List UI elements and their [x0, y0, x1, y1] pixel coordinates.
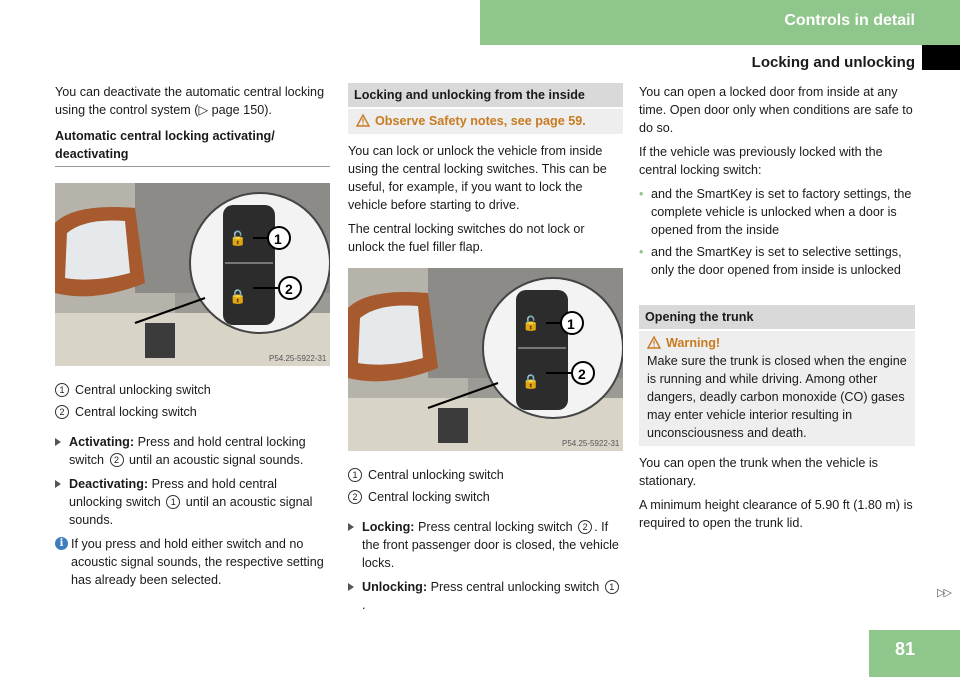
section-heading: Locking and unlocking from the inside [348, 83, 623, 107]
legend-item: 2 Central locking switch [348, 488, 623, 506]
bullet-item: • and the SmartKey is set to factory settings, the complete vehicle is unlocked when a door is opened from the inside [639, 185, 915, 239]
warning-text: Make sure the trunk is closed when the engine is running and while driving. Among other dangers, deadly carbon monoxide (CO) gases may enter vehicle interior resulting in unconsciousness and death. [647, 354, 907, 440]
photo-legend [348, 466, 623, 506]
svg-text:🔓: 🔓 [229, 231, 247, 247]
section-tab [480, 0, 960, 45]
arrow-icon [55, 438, 61, 446]
page-number-tab [869, 630, 960, 677]
svg-text:2: 2 [578, 366, 586, 382]
column-3 [639, 83, 915, 538]
svg-text:1: 1 [274, 231, 282, 247]
continue-icon: ▷▷ [937, 587, 950, 599]
instruction-step: Activating: Press and hold central locking switch 2 until an acoustic signal sounds. [55, 433, 330, 469]
info-note: i If you press and hold either switch and no acoustic signal sounds, the respective setting has already been selected. [55, 535, 330, 589]
svg-text:🔒: 🔒 [229, 289, 247, 305]
door-switch-photo [55, 183, 330, 366]
photo-legend [55, 381, 330, 421]
legend-item: 2 Central locking switch [55, 403, 330, 421]
info-icon: i [55, 537, 68, 550]
body-text: You can lock or unlock the vehicle from inside using the central locking switches. This can be useful, for example, if you want to lock the vehicle before starting to drive. [348, 144, 607, 212]
arrow-icon [55, 480, 61, 488]
body-text: You can open the trunk when the vehicle is stationary. [639, 456, 878, 488]
safety-notice: Observe Safety notes, see page 59. [348, 109, 623, 134]
warning-notice: Warning! Make sure the trunk is closed when the engine is running and while driving. Among other dangers, deadly carbon monoxide (CO) gases may enter vehicle interior resulting in unconsciousness and death. [639, 331, 915, 446]
page-number: 81 [894, 639, 915, 659]
section-title: Controls in detail [784, 12, 915, 29]
body-text: If the vehicle was previously locked with the central locking switch: [639, 145, 883, 177]
door-switch-photo [348, 268, 623, 451]
topic-title: Locking and unlocking [751, 54, 915, 71]
section-heading: Automatic central locking activating/ deactivating [55, 129, 275, 161]
legend-item: 1 Central unlocking switch [348, 466, 623, 484]
warning-icon [647, 336, 661, 349]
legend-item: 1 Central unlocking switch [55, 381, 330, 399]
body-text: The central locking switches do not lock or unlock the fuel filler flap. [348, 222, 585, 254]
heading-rule [55, 166, 330, 167]
photo-code: P54.25-5922-31 [562, 439, 620, 448]
arrow-icon [348, 583, 354, 591]
column-1 [55, 83, 330, 589]
intro-text: You can deactivate the automatic central locking using the control system (▷ page 150). [55, 85, 325, 117]
instruction-step: Unlocking: Press central unlocking switch 1. [348, 578, 623, 614]
svg-text:2: 2 [285, 281, 293, 297]
bullet-item: • and the SmartKey is set to selective settings, only the door opened from inside is unlocked [639, 243, 915, 279]
arrow-icon [348, 523, 354, 531]
column-2 [348, 83, 623, 620]
instruction-step: Deactivating: Press and hold central unlocking switch 1 until an acoustic signal sounds. [55, 475, 330, 529]
photo-code: P54.25-5922-31 [269, 354, 327, 363]
svg-text:🔓: 🔓 [522, 316, 540, 332]
svg-text:1: 1 [567, 316, 575, 332]
warning-icon [356, 114, 370, 127]
body-text: A minimum height clearance of 5.90 ft (1.80 m) is required to open the trunk lid. [639, 498, 913, 530]
svg-text:🔒: 🔒 [522, 374, 540, 390]
instruction-step: Locking: Press central locking switch 2 . If the front passenger door is closed, the vehicle locks. [348, 518, 623, 572]
section-heading: Opening the trunk [639, 305, 915, 329]
body-text: You can open a locked door from inside at any time. Open door only when conditions are safe to do so. [639, 85, 913, 135]
section-marker [922, 45, 960, 70]
